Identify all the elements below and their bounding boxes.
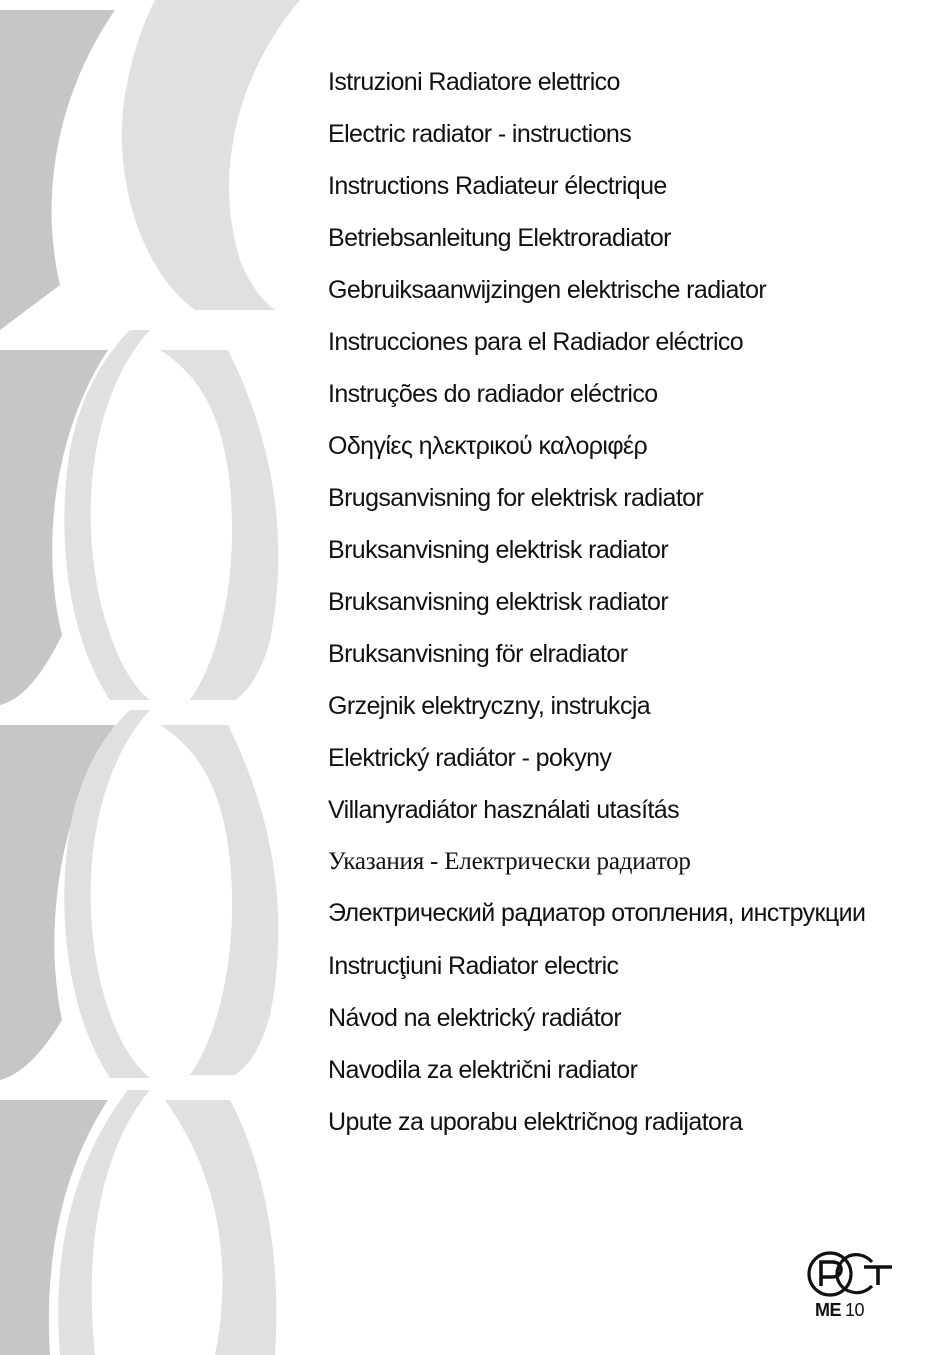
title-slovak: Návod na elektrický radiátor	[328, 1004, 622, 1032]
multilingual-title-list	[328, 56, 893, 1148]
title-romanian: Instrucţiuni Radiator electric	[328, 952, 619, 980]
title-greek: Οδηγίες ηλεκτρικού καλοριφέρ	[328, 432, 648, 460]
title-german: Betriebsanleitung Elektroradiator	[328, 224, 671, 252]
title-polish: Grzejnik elektryczny, instrukcja	[328, 692, 651, 720]
title-swedish: Bruksanvisning för elradiator	[328, 640, 628, 668]
title-danish: Brugsanvisning for elektrisk radiator	[328, 484, 704, 512]
title-hungarian: Villanyradiátor használati utasítás	[328, 796, 679, 824]
certification-code-number: 10	[845, 1300, 865, 1320]
title-dutch: Gebruiksaanwijzingen elektrische radiator	[328, 276, 767, 304]
title-bulgarian: Указания - Електрически радиатор	[328, 848, 691, 875]
title-russian: Электрический радиатор отопления, инструкции	[328, 899, 866, 927]
gost-r-certification-icon	[806, 1250, 896, 1298]
title-norwegian-1: Bruksanvisning elektrisk radiator	[328, 536, 669, 564]
certification-code-letters: ME	[815, 1300, 841, 1320]
title-english: Electric radiator - instructions	[328, 120, 632, 148]
title-czech: Elektrický radiátor - pokyny	[328, 744, 612, 772]
title-italian: Istruzioni Radiatore elettrico	[328, 68, 620, 96]
title-croatian: Upute za uporabu električnog radijatora	[328, 1108, 743, 1136]
title-slovenian: Navodila za električni radiator	[328, 1056, 638, 1084]
title-spanish: Instrucciones para el Radiador eléctrico	[328, 328, 744, 356]
decorative-crescent-pattern	[0, 0, 330, 1355]
title-french: Instructions Radiateur électrique	[328, 172, 667, 200]
certification-code	[815, 1300, 864, 1321]
title-portuguese: Instruções do radiador eléctrico	[328, 380, 658, 408]
title-norwegian-2: Bruksanvisning elektrisk radiator	[328, 588, 669, 616]
